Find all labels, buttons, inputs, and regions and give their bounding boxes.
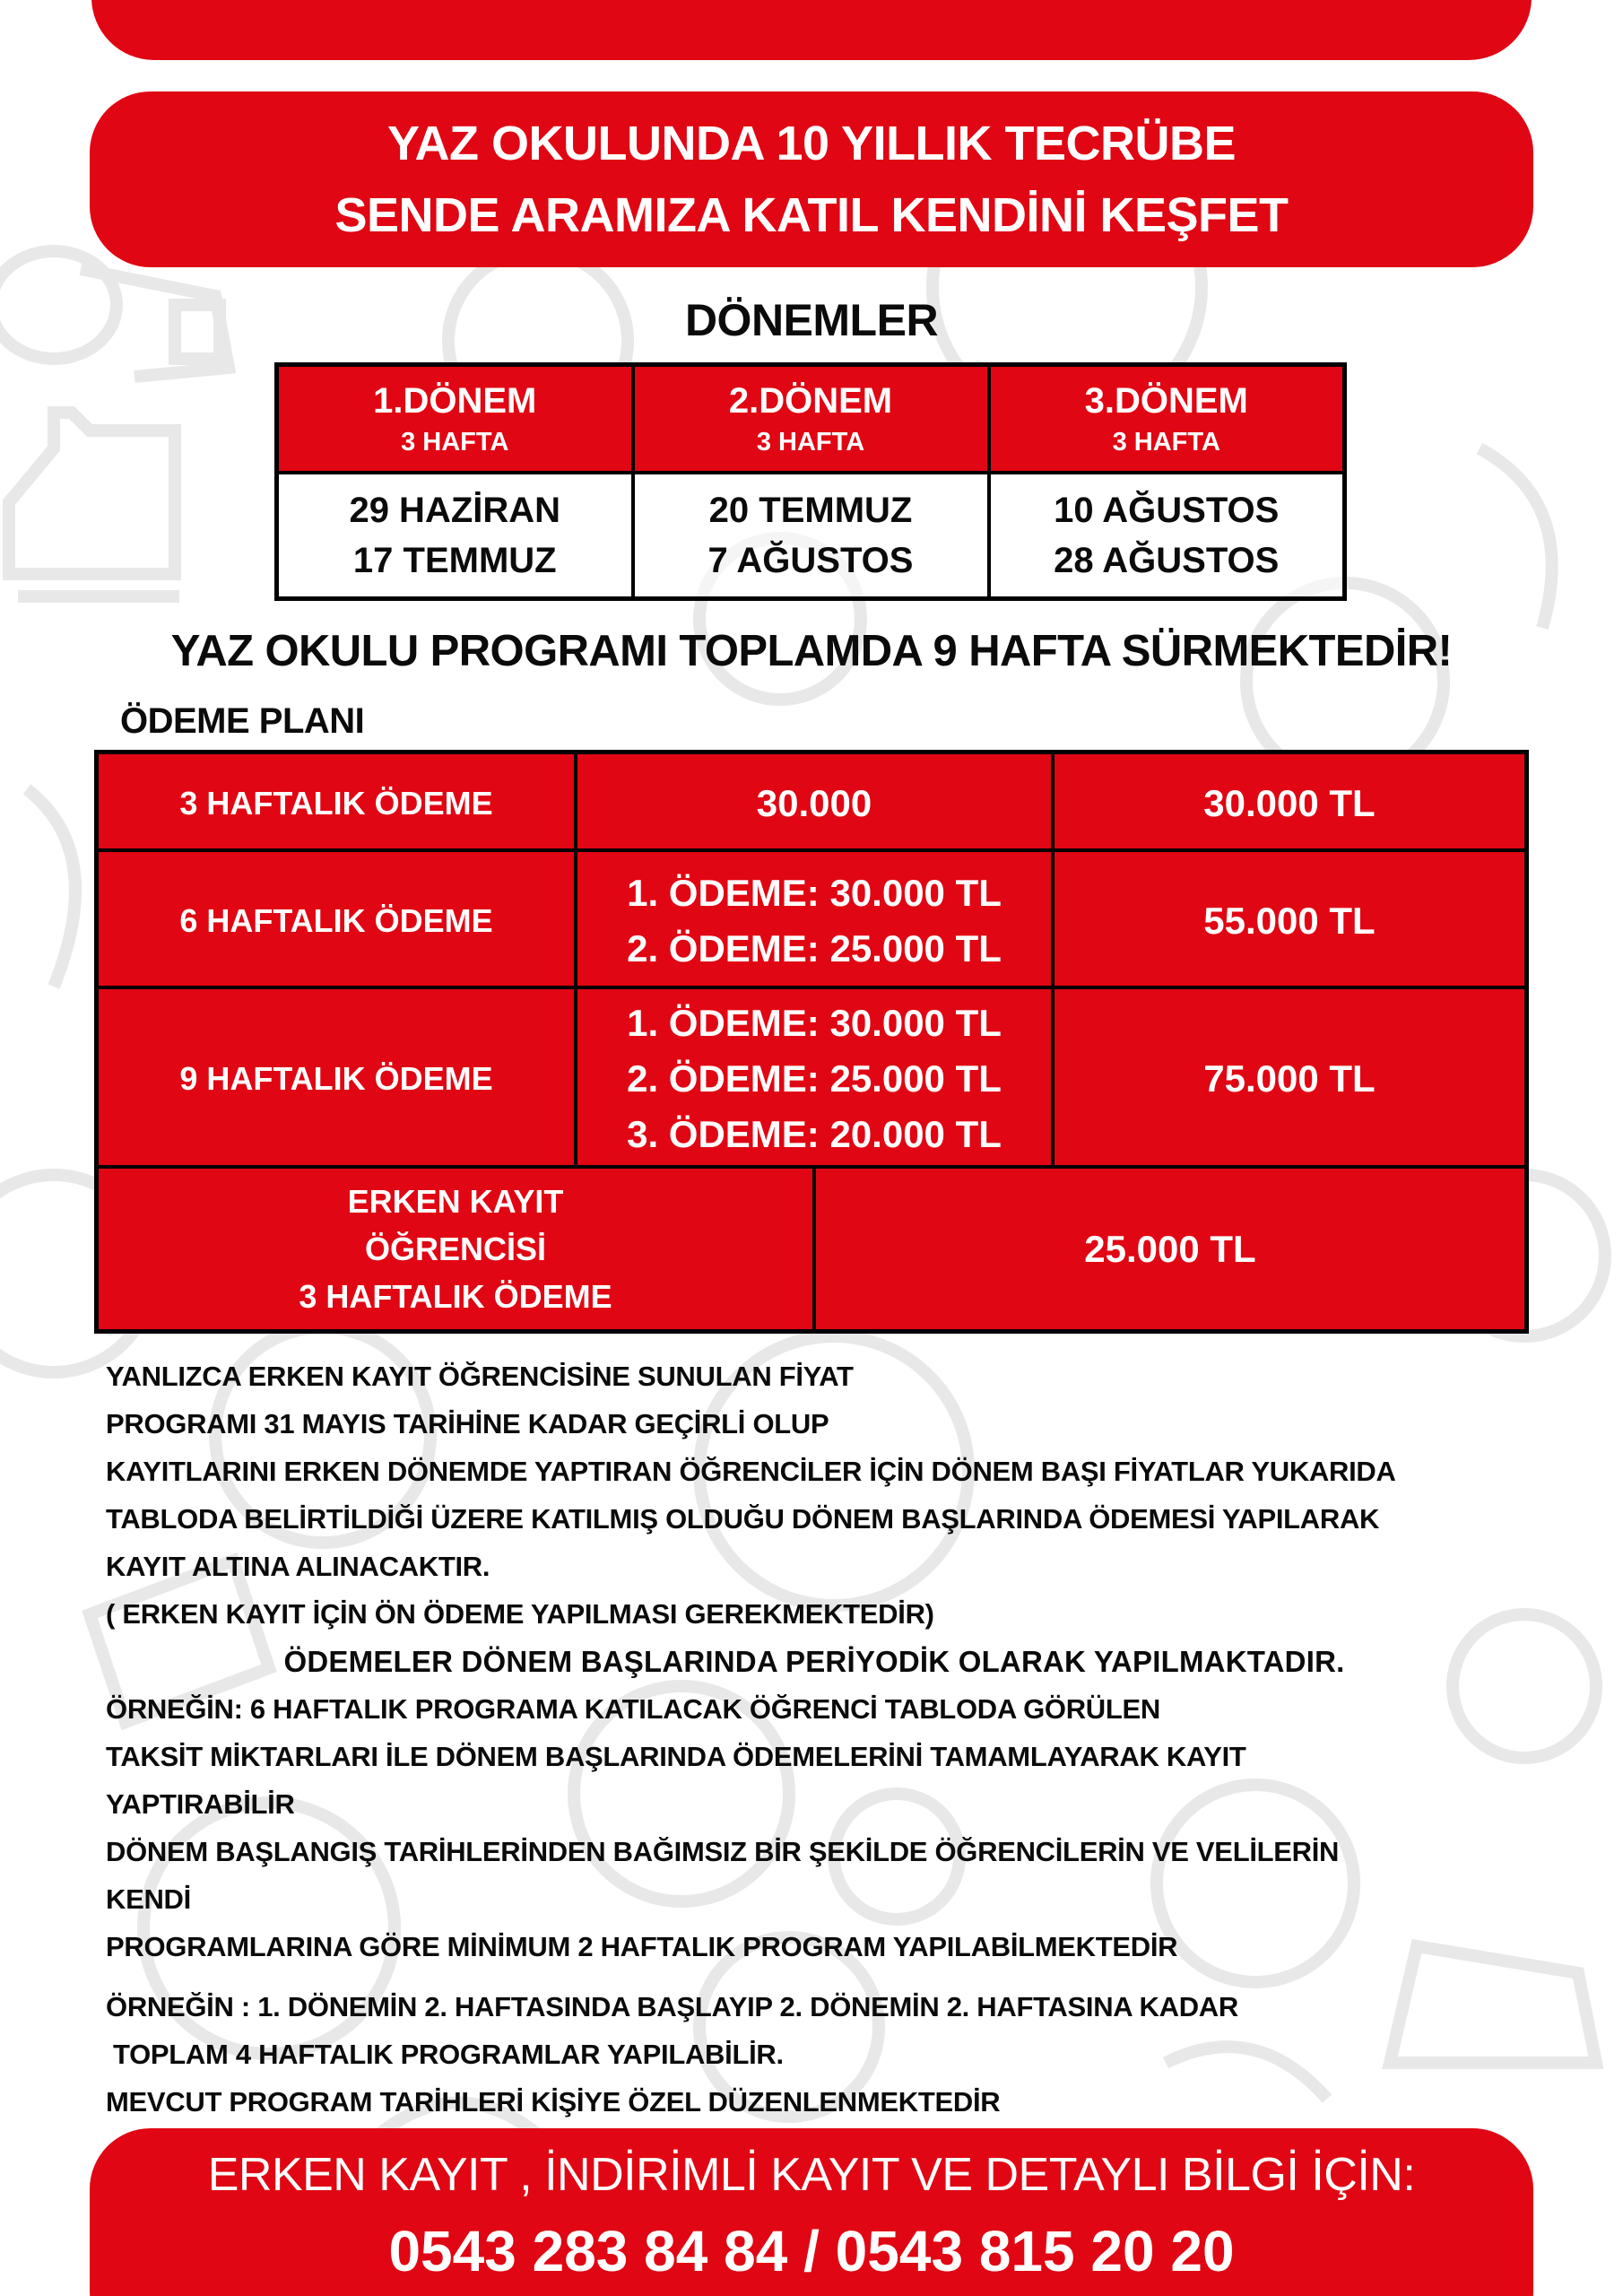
installment: 1. ÖDEME: 30.000 TL (627, 1002, 1002, 1044)
terms-line: ÖRNEĞİN: 6 HAFTALIK PROGRAMA KATILACAK ÖĞRENCİ TABLODA GÖRÜLEN (106, 1693, 1160, 1725)
headline-banner (90, 91, 1533, 267)
period-start: 29 HAZİRAN (349, 490, 561, 530)
terms-line: MEVCUT PROGRAM TARİHLERİ KİŞİYE ÖZEL DÜZENLENMEKTEDİR (106, 2086, 1001, 2118)
payment-installments (574, 754, 1051, 852)
payment-total: 55.000 TL (1051, 852, 1524, 989)
installment: 3. ÖDEME: 20.000 TL (627, 1113, 1002, 1155)
payment-row-6-week (99, 848, 1524, 989)
period-dates-3 (989, 473, 1345, 599)
label-line: ERKEN KAYIT (347, 1183, 564, 1220)
payment-plan-table (94, 750, 1529, 1334)
terms-line: KAYIT ALTINA ALINACAKTIR. (106, 1551, 490, 1582)
headline-line-1: YAZ OKULUNDA 10 YILLIK TECRÜBE (386, 117, 1237, 170)
period-end: 17 TEMMUZ (352, 540, 557, 580)
label-line: ÖĞRENCİSİ (364, 1231, 547, 1267)
payment-label: 3 HAFTALIK ÖDEME (179, 784, 493, 822)
payment-label: 9 HAFTALIK ÖDEME (179, 1060, 493, 1097)
payment-total: 30.000 TL (1051, 754, 1524, 852)
payment-installments (574, 989, 1051, 1169)
period-header-1 (277, 365, 633, 473)
payment-installments (574, 852, 1051, 989)
top-banner-pill (91, 0, 1532, 60)
payment-row-3-week (99, 754, 1524, 852)
payment-total: 75.000 TL (1051, 989, 1524, 1169)
program-duration-statement: YAZ OKULU PROGRAMI TOPLAMDA 9 HAFTA SÜRMEKTEDİR! (170, 627, 1453, 675)
terms-line: TOPLAM 4 HAFTALIK PROGRAMLAR YAPILABİLİR. (113, 2039, 784, 2070)
period-header-2 (633, 365, 989, 473)
terms-line: DÖNEM BAŞLANGIŞ TARİHLERİNDEN BAĞIMSIZ BİR ŞEKİLDE ÖĞRENCİLERİN VE VELİLERİN (106, 1836, 1340, 1867)
terms-line: YAPTIRABİLİR (106, 1788, 295, 1820)
contact-phone-numbers[interactable]: 0543 283 84 84 / 0543 815 20 20 (388, 2219, 1235, 2283)
payment-plan-title: ÖDEME PLANI (120, 701, 365, 741)
installment: 1. ÖDEME: 30.000 TL (627, 871, 1002, 914)
payment-row-9-week (99, 986, 1524, 1169)
period-name: 1.DÖNEM (373, 380, 537, 421)
periods-table (274, 362, 1347, 601)
terms-line: TAKSİT MİKTARLARI İLE DÖNEM BAŞLARINDA ÖDEMELERİNİ TAMAMLAYARAK KAYIT (106, 1741, 1246, 1772)
contact-info-text: ERKEN KAYIT , İNDİRİMLİ KAYIT VE DETAYLI BİLGİ İÇİN: (207, 2149, 1416, 2201)
terms-emphasis-line: ÖDEMELER DÖNEM BAŞLARINDA PERİYODİK OLARAK YAPILMAKTADIR. (283, 1645, 1345, 1678)
period-name: 3.DÖNEM (1084, 380, 1248, 421)
terms-line: PROGRAMI 31 MAYIS TARİHİNE KADAR GEÇİRLİ OLUP (106, 1408, 829, 1439)
period-end: 28 AĞUSTOS (1054, 540, 1280, 580)
ice-skate-icon (9, 413, 179, 596)
terms-text (106, 1352, 1558, 2126)
installment: 2. ÖDEME: 25.000 TL (627, 926, 1002, 970)
installment: 30.000 (756, 781, 872, 824)
contact-footer-banner (90, 2128, 1533, 2296)
headline-line-2: SENDE ARAMIZA KATIL KENDİNİ KEŞFET (334, 188, 1289, 242)
terms-line: KENDİ (106, 1883, 191, 1915)
period-dates-2 (633, 473, 989, 599)
period-duration: 3 HAFTA (756, 427, 865, 457)
payment-label: 6 HAFTALIK ÖDEME (179, 901, 493, 939)
early-registration-label (99, 1169, 812, 1329)
early-registration-total: 25.000 TL (812, 1169, 1524, 1329)
terms-line: ÖRNEĞİN : 1. DÖNEMİN 2. HAFTASINDA BAŞLAYIP 2. DÖNEMİN 2. HAFTASINA KADAR (106, 1991, 1238, 2022)
payment-row-early-registration (99, 1165, 1524, 1329)
period-start: 10 AĞUSTOS (1054, 490, 1280, 530)
label-line: 3 HAFTALIK ÖDEME (299, 1278, 612, 1315)
installment: 2. ÖDEME: 25.000 TL (627, 1057, 1002, 1100)
terms-line: YANLIZCA ERKEN KAYIT ÖĞRENCİSİNE SUNULAN FİYAT (106, 1361, 854, 1392)
terms-line: TABLODA BELİRTİLDİĞİ ÜZERE KATILMIŞ OLDUĞU DÖNEM BAŞLARINDA ÖDEMESİ YAPILARAK (106, 1503, 1380, 1535)
periods-title: DÖNEMLER (684, 295, 939, 345)
period-name: 2.DÖNEM (728, 380, 893, 421)
period-dates-1 (277, 473, 633, 599)
period-header-3 (989, 365, 1345, 473)
period-start: 20 TEMMUZ (708, 490, 913, 530)
period-duration: 3 HAFTA (1112, 427, 1220, 457)
terms-line: PROGRAMLARINA GÖRE MİNİMUM 2 HAFTALIK PROGRAM YAPILABİLMEKTEDİR (106, 1931, 1178, 1962)
period-end: 7 AĞUSTOS (707, 540, 914, 580)
terms-line: ( ERKEN KAYIT İÇİN ÖN ÖDEME YAPILMASI GEREKMEKTEDİR) (106, 1598, 934, 1630)
terms-line: KAYITLARINI ERKEN DÖNEMDE YAPTIRAN ÖĞRENCİLER İÇİN DÖNEM BAŞI FİYATLAR YUKARIDA (106, 1456, 1396, 1487)
period-duration: 3 HAFTA (401, 427, 509, 457)
